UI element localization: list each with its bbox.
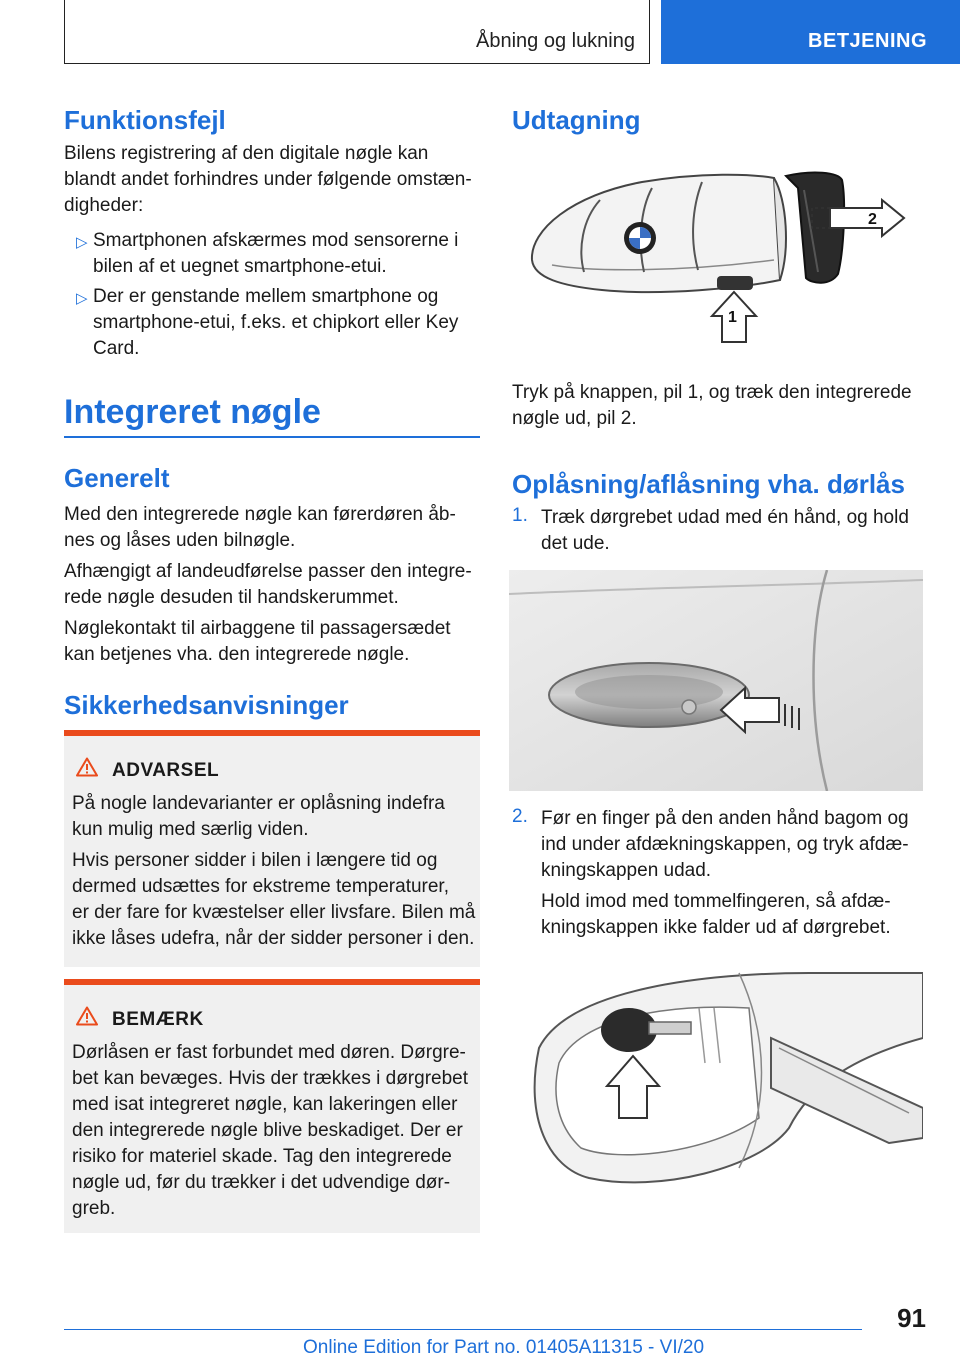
- arrow-1-label: 1: [728, 309, 737, 326]
- step-sub-line: Hold imod med tommelfingeren, så afdæ-: [541, 891, 891, 912]
- heading-sikkerhedsanvisninger: Sikkerhedsanvisninger: [64, 690, 349, 720]
- arrow-2-label: 2: [868, 211, 877, 228]
- bullet-line: Smartphonen afskærmes mod sensorerne i: [93, 230, 459, 251]
- warning-line: dermed udsættes for ekstreme temperaturer,: [72, 876, 449, 897]
- heading-rule: [64, 436, 480, 438]
- bullet-line: smartphone-etui, f.eks. et chipkort eller Key: [93, 312, 459, 333]
- fault-text-line: Bilens registrering af den digitale nøgle kan: [64, 143, 429, 164]
- step-number: 1.: [512, 505, 528, 526]
- footer-rule: [64, 1329, 862, 1330]
- fault-text-line: blandt andet forhindres under følgende omstæn-: [64, 169, 472, 190]
- bullet-line: Der er genstande mellem smartphone og: [93, 286, 439, 307]
- page-number: 91: [897, 1303, 926, 1333]
- bullet-triangle-icon: ▷: [76, 290, 88, 307]
- warning-title: ADVARSEL: [112, 760, 220, 781]
- general-line: rede nøgle desuden til handskerummet.: [64, 587, 399, 608]
- warning-line: er der fare for kvæstelser eller livsfare. Bilen må: [72, 902, 476, 923]
- heading-oplaasning: Oplåsning/aflåsning vha. dørlås: [512, 469, 905, 499]
- lock-cap-illustration: [509, 968, 923, 1198]
- note-line: Dørlåsen er fast forbundet med døren. Dørgre-: [72, 1042, 466, 1063]
- general-line: Nøglekontakt til airbaggene til passagersædet: [64, 618, 451, 639]
- heading-integreret-noegle: Integreret nøgle: [64, 393, 321, 431]
- chapter-title: BETJENING: [808, 30, 927, 52]
- footer-edition: Online Edition for Part no. 01405A11315 - VI/20: [303, 1337, 705, 1358]
- heading-generelt: Generelt: [64, 463, 170, 493]
- fault-text-line: digheder:: [64, 195, 144, 216]
- note-line: risiko for materiel skade. Tag den integrerede: [72, 1146, 452, 1167]
- step-number: 2.: [512, 806, 528, 827]
- door-handle-photo: [509, 570, 923, 791]
- note-line: nøgle ud, før du trækker i det udvendige dør-: [72, 1172, 451, 1193]
- removal-line: Tryk på knappen, pil 1, og træk den integrerede: [512, 382, 912, 403]
- warning-line: kun mulig med særlig viden.: [72, 819, 309, 840]
- general-line: Med den integrerede nøgle kan førerdøren åb-: [64, 504, 456, 525]
- section-title: Åbning og lukning: [475, 30, 635, 52]
- note-line: med isat integreret nøgle, kan lakeringen eller: [72, 1094, 458, 1115]
- step-line: ind under afdækningskappen, og tryk afdæ-: [541, 834, 909, 855]
- note-line: greb.: [72, 1198, 116, 1219]
- key-removal-illustration: [512, 160, 924, 360]
- note-line: den integrerede nøgle blive beskadiget. Der er: [72, 1120, 463, 1141]
- bullet-line: bilen af et uegnet smartphone-etui.: [93, 256, 387, 277]
- removal-line: nøgle ud, pil 2.: [512, 408, 637, 429]
- warning-triangle-icon: [76, 757, 98, 777]
- general-line: nes og låses uden bilnøgle.: [64, 530, 296, 551]
- heading-udtagning: Udtagning: [512, 105, 641, 135]
- warning-line: ikke låses udefra, når der sidder personer i den.: [72, 928, 475, 949]
- general-line: Afhængigt af landeudførelse passer den integre-: [64, 561, 472, 582]
- step-line: Træk dørgrebet udad med én hånd, og hold: [541, 507, 909, 528]
- caution-triangle-icon: [76, 1006, 98, 1026]
- bullet-line: Card.: [93, 338, 140, 359]
- running-header-section: [64, 0, 650, 64]
- step-sub-line: kningskappen ikke falder ud af dørgrebet.: [541, 917, 891, 938]
- note-line: bet kan bevæges. Hvis der trækkes i dørgrebet: [72, 1068, 469, 1089]
- warning-line: Hvis personer sidder i bilen i længere tid og: [72, 850, 438, 871]
- step-line: det ude.: [541, 533, 610, 554]
- running-header-chapter: [661, 0, 960, 64]
- note-title: BEMÆRK: [112, 1009, 204, 1030]
- step-line: Før en finger på den anden hånd bagom og: [541, 808, 909, 829]
- bullet-triangle-icon: ▷: [76, 234, 88, 251]
- warning-line: På nogle landevarianter er oplåsning indefra: [72, 793, 445, 814]
- heading-funktionsfejl: Funktionsfejl: [64, 105, 226, 135]
- step-line: kningskappen udad.: [541, 860, 712, 881]
- general-line: kan betjenes vha. den integrerede nøgle.: [64, 644, 410, 665]
